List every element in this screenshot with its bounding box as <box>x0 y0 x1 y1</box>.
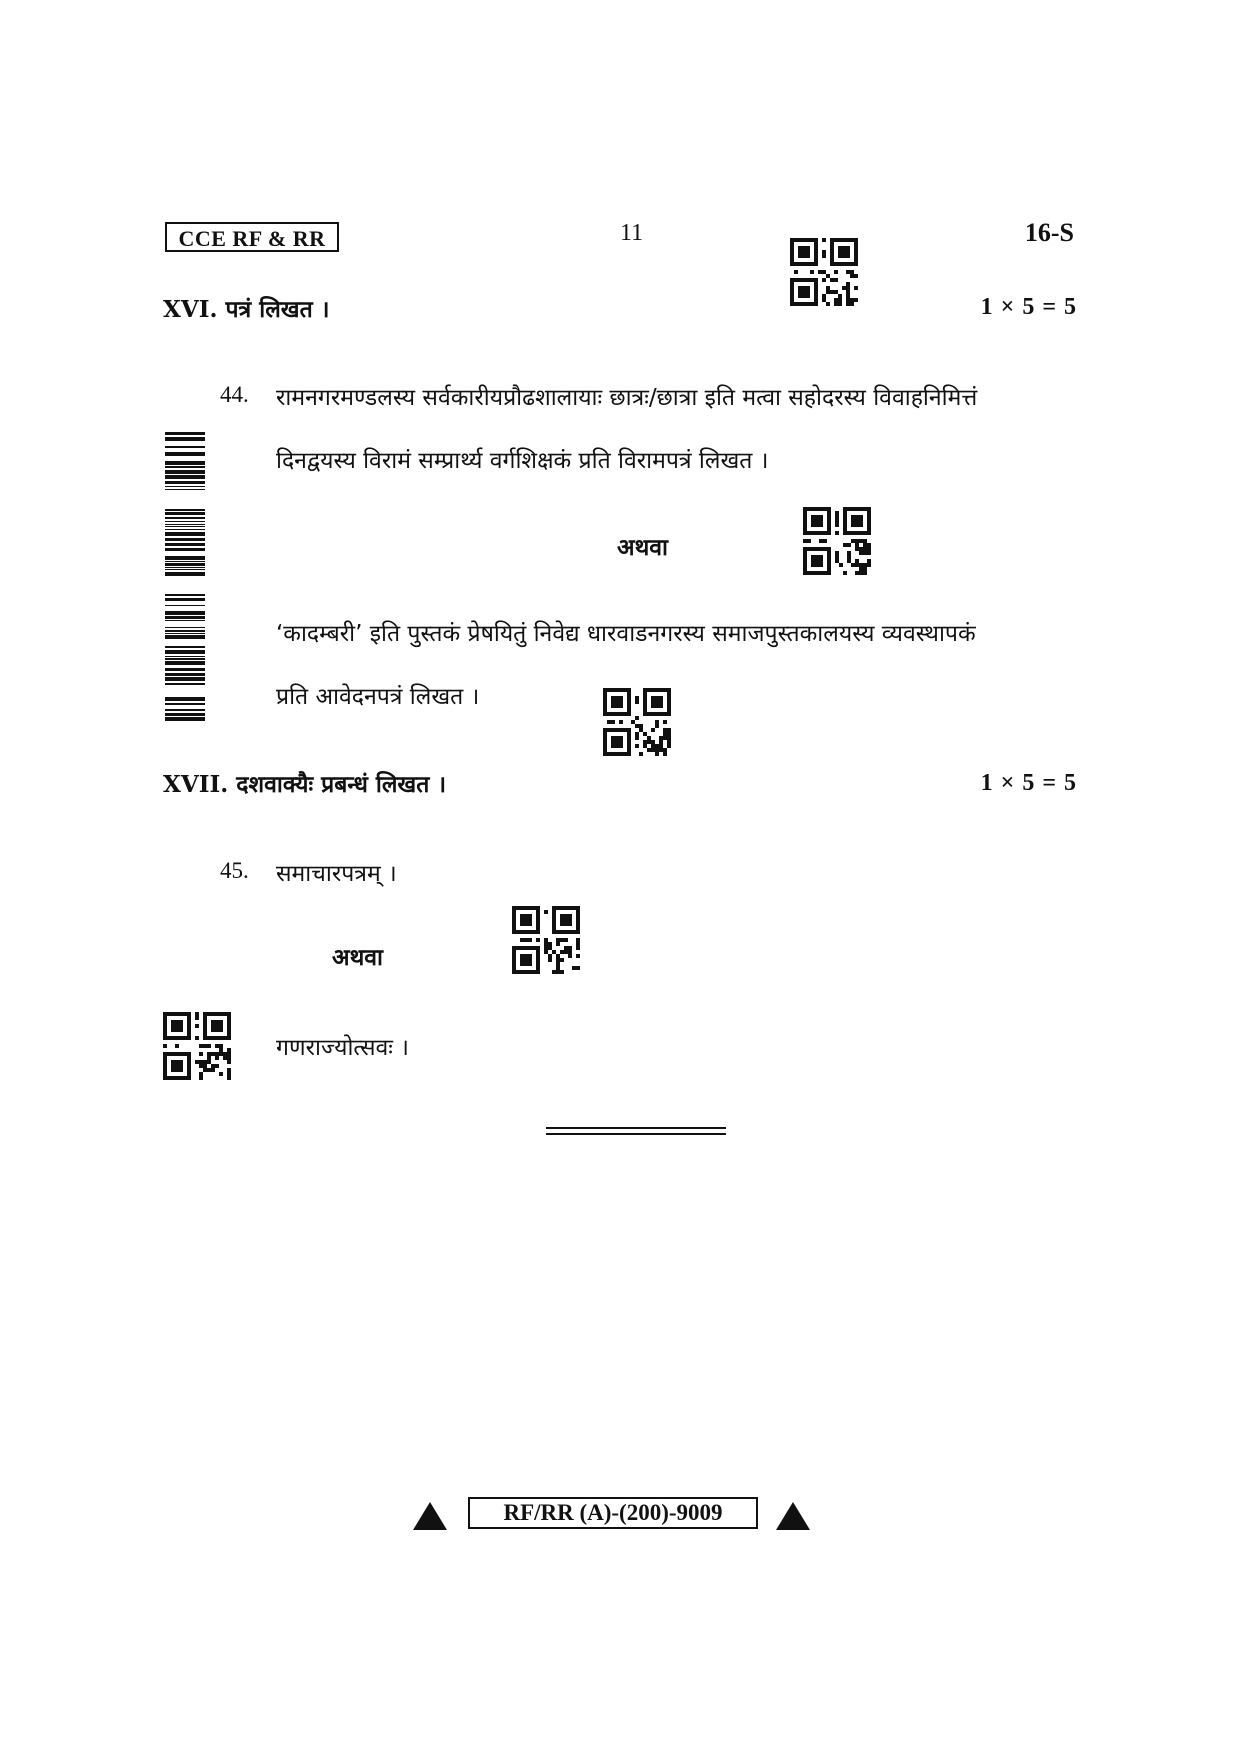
or-separator: अथवा <box>617 535 669 561</box>
question-text: दिनद्वयस्य विरामं सम्प्रार्थ्य वर्गशिक्षकं प्रति विरामपत्रं लिखत । <box>276 448 769 474</box>
triangle-icon <box>776 1502 810 1530</box>
qr-code-icon <box>790 238 858 306</box>
alternate-question-text: प्रति आवेदनपत्रं लिखत । <box>276 684 480 710</box>
section-numeral: XVII. <box>163 771 229 798</box>
end-rule <box>546 1127 726 1129</box>
question-text: समाचारपत्रम् । <box>276 861 397 887</box>
section-xvii-heading <box>163 767 446 799</box>
exam-type-label: CCE RF & RR <box>165 222 339 252</box>
question-number: 44. <box>220 382 249 407</box>
or-separator: अथवा <box>332 945 384 971</box>
section-marks: 1 × 5 = 5 <box>980 770 1077 796</box>
section-title: दशवाक्यैः प्रबन्धं लिखत । <box>236 771 447 798</box>
alternate-question-text: गणराज्योत्सवः । <box>276 1035 409 1061</box>
end-rule <box>546 1133 726 1135</box>
section-xvi-heading <box>163 292 329 324</box>
triangle-icon <box>413 1502 447 1530</box>
section-title: पत्रं लिखत । <box>225 296 330 323</box>
paper-code: 16-S <box>1024 218 1074 247</box>
barcode-icon <box>165 430 205 725</box>
qr-code-icon <box>803 507 871 575</box>
section-numeral: XVI. <box>163 296 218 323</box>
footer-code: RF/RR (A)-(200)-9009 <box>468 1497 758 1529</box>
question-text: रामनगरमण्डलस्य सर्वकारीयप्रौढशालायाः छात्रः/छात्रा इति मत्वा सहोदरस्य विवाहनिमित्तं <box>276 385 978 411</box>
page-number: 11 <box>620 220 644 246</box>
section-marks: 1 × 5 = 5 <box>980 294 1077 320</box>
alternate-question-text: ‘कादम्बरी’ इति पुस्तकं प्रेषयितुं निवेद्य धारवाडनगरस्य समाजपुस्तकालयस्य व्यवस्थापकं <box>276 621 976 647</box>
qr-code-icon <box>163 1012 231 1080</box>
qr-code-icon <box>603 688 671 756</box>
question-number: 45. <box>220 858 249 883</box>
qr-code-icon <box>512 906 580 974</box>
